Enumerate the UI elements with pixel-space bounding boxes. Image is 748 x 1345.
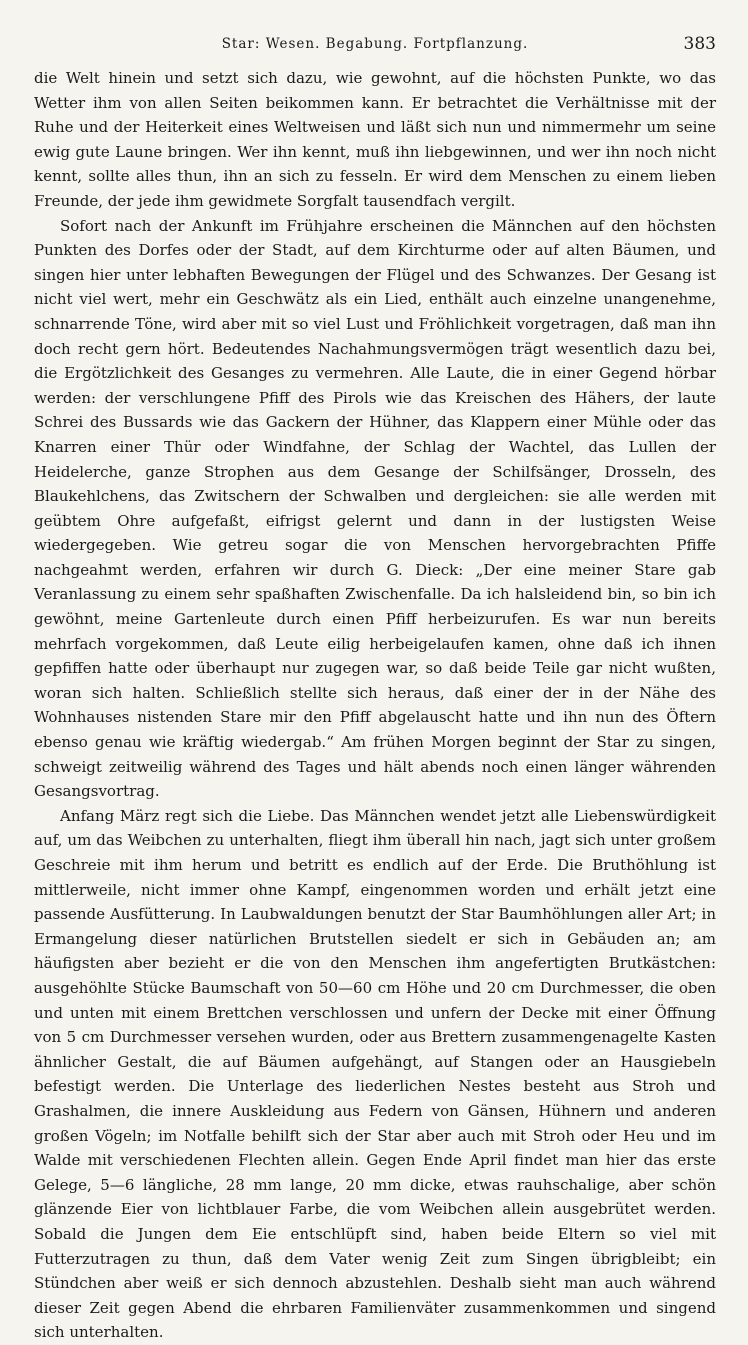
page-header	[34, 34, 716, 60]
paragraph-breeding: Anfang März regt sich die Liebe. Das Männchen wendet jetzt alle Liebenswürdigkeit auf, um das Weibchen zu unterhalten, fliegt ihm überall hin nach, jagt sich unter großem Geschreie mit ihm herum und betritt es endlich auf der Erde. Die Bruthöhlung ist mittlerweile, nicht immer ohne Kampf, eingenommen worden und erhält jetzt eine passende Ausfütterung. In Laubwaldungen benutzt der Star Baumhöhlungen aller Art; in Ermangelung dieser natürlichen Brutstellen siedelt er sich in Gebäuden an; am häufigsten aber bezieht er die von den Menschen ihm angefertigten Brutkästchen: ausgehöhlte Stücke Baumschaft von 50—60 cm Höhe und 20 cm Durchmesser, die oben und unten mit einem Brettchen verschlossen und unfern der Decke mit einer Öffnung von 5 cm Durchmesser versehen wurden, oder aus Brettern zusammengenagelte Kasten ähnlicher Gestalt, die auf Bäumen aufgehängt, auf Stangen oder an Hausgiebeln befestigt werden. Die Unterlage des liederlichen Nestes besteht aus Stroh und Grashalmen, die innere Auskleidung aus Federn von Gänsen, Hühnern und anderen großen Vögeln; im Notfalle behilft sich der Star aber auch mit Stroh oder Heu und im Walde mit verschiedenen Flechten allein. Gegen Ende April findet man hier das erste Gelege, 5—6 längliche, 28 mm lange, 20 mm dicke, etwas rauhschalige, aber schön glänzende Eier von lichtblauer Farbe, die vom Weibchen allein ausgebrütet werden. Sobald die Jungen dem Eie entschlüpft sind, haben beide Eltern so viel mit Futterzutragen zu thun, daß dem Vater wenig Zeit zum Singen übrigbleibt; ein Stündchen aber weiß er sich dennoch abzustehlen. Deshalb sieht man auch während dieser Zeit gegen Abend die ehrbaren Familienväter zusammenkommen und singend sich unterhalten.	[34, 806, 716, 1342]
body-text	[34, 66, 716, 1345]
page-number: 383	[683, 34, 716, 54]
book-page	[34, 34, 716, 1345]
running-head: Star: Wesen. Begabung. Fortpflanzung.	[221, 36, 529, 52]
paragraph-continuation: die Welt hinein und setzt sich dazu, wie gewohnt, auf die höchsten Punkte, wo das Wetter ihm von allen Seiten beikommen kann. Er betrachtet die Verhältnisse mit der Ruhe und der Heiterkeit eines Weltweisen und läßt sich nun und nimmermehr um seine ewig gute Laune bringen. Wer ihn kennt, muß ihn liebgewinnen, und wer ihn noch nicht kennt, sollte alles thun, ihn an sich zu fesseln. Er wird dem Menschen zu einem lieben Freunde, der jede ihm gewidmete Sorgfalt tausendfach vergilt.	[34, 69, 716, 210]
paragraph-song: Sofort nach der Ankunft im Frühjahre erscheinen die Männchen auf den höchsten Punkten des Dorfes oder der Stadt, auf dem Kirchturme oder auf alten Bäumen, und singen hier unter lebhaften Bewegungen der Flügel und des Schwanzes. Der Gesang ist nicht viel wert, mehr ein Geschwätz als ein Lied, enthält auch einzelne unangenehme, schnarrende Töne, wird aber mit so viel Lust und Fröhlichkeit vorgetragen, daß man ihn doch recht gern hört. Bedeutendes Nachahmungsvermögen trägt wesentlich dazu bei, die Ergötzlichkeit des Gesanges zu vermehren. Alle Laute, die in einer Gegend hörbar werden: der verschlungene Pfiff des Pirols wie das Kreischen des Hähers, der laute Schrei des Bussards wie das Gackern der Hühner, das Klappern einer Mühle oder das Knarren einer Thür oder Windfahne, der Schlag der Wachtel, das Lullen der Heidelerche, ganze Strophen aus dem Gesange der Schilfsänger, Drosseln, des Blaukehlchens, das Zwitschern der Schwalben und dergleichen: sie alle werden mit geübtem Ohre aufgefaßt, eifrigst gelernt und dann in der lustigsten Weise wiedergegeben. Wie getreu sogar die von Menschen hervorgebrachten Pfiffe nachgeahmt werden, erfahren wir durch G. Dieck: „Der eine meiner Stare gab Veranlassung zu einem sehr spaßhaften Zwischenfalle. Da ich halsleidend bin, so bin ich gewöhnt, meine Gartenleute durch einen Pfiff herbeizurufen. Es war nun bereits mehrfach vorgekommen, daß Leute eilig herbeigelaufen kamen, ohne daß ich ihnen gepfiffen hatte oder überhaupt nur zugegen war, so daß beide Teile gar nicht wußten, woran sich halten. Schließlich stellte sich heraus, daß einer der in der Nähe des Wohnhauses nistenden Stare mir den Pfiff abgelauscht hatte und ihn nun des Öftern ebenso genau wie kräftig wiedergab.“ Am frühen Morgen beginnt der Star zu singen, schweigt zeitweilig während des Tages und hält abends noch einen länger währenden Gesangsvortrag.	[34, 216, 716, 801]
